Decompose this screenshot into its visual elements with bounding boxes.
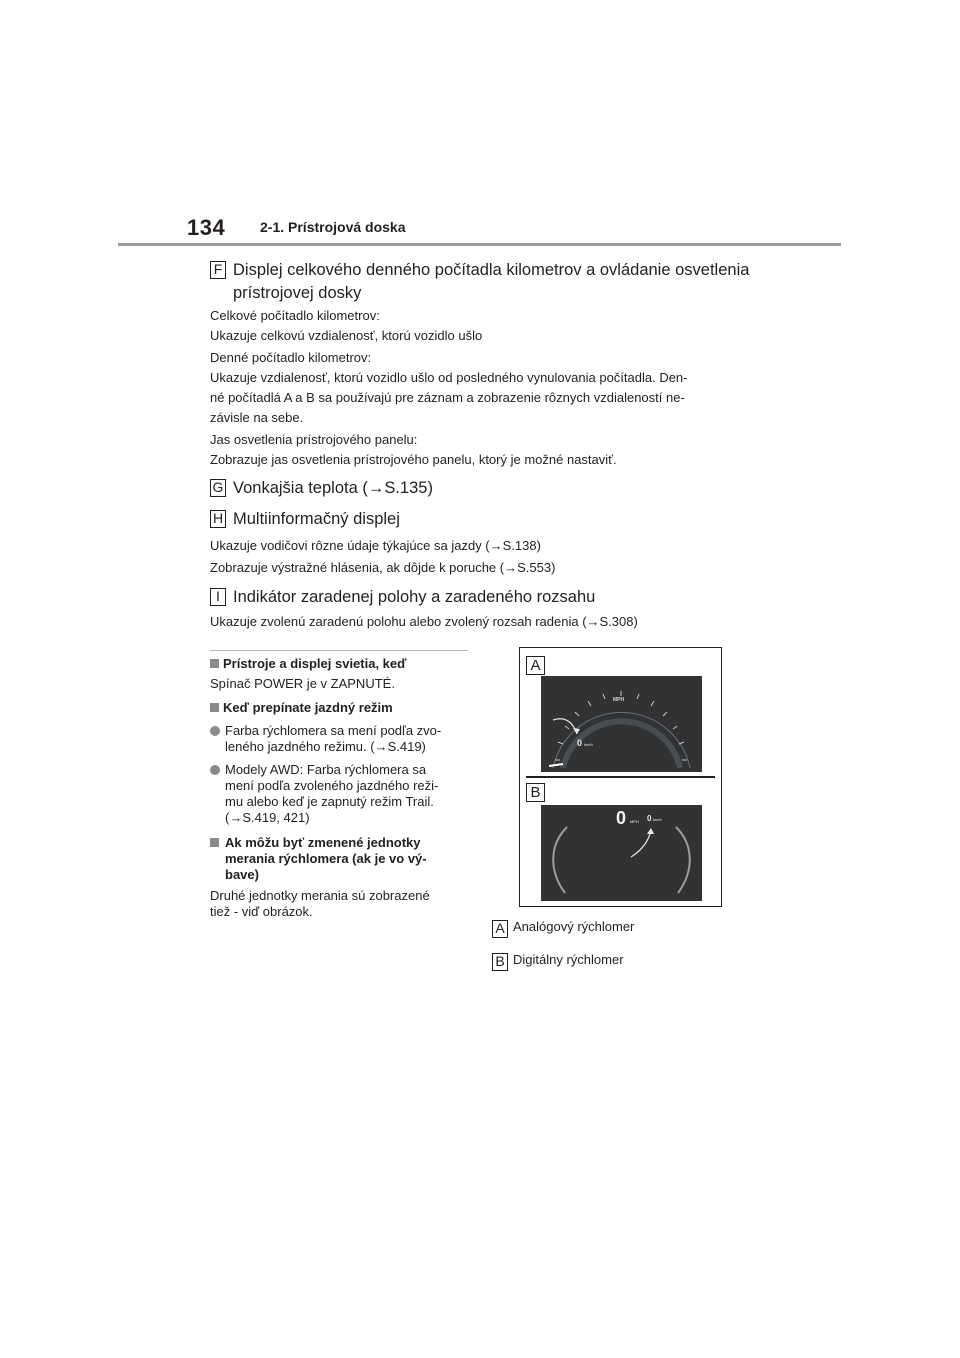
note-2-bullet-1 [210,723,472,755]
section-g-heading [210,477,770,500]
brightness-label: Jas osvetlenia prístrojového panelu: [210,432,418,447]
note-3-title-l2: merania rýchlomera (ak je vo vý- [225,851,427,866]
tripmeter-text-3: závisle na sebe. [210,410,304,425]
note-3-text [210,888,472,920]
tripmeter-label: Denné počítadlo kilometrov: [210,350,372,365]
note-2-bullet-1-l2: leného jazdného režimu. (→S.419) [225,739,426,754]
note-3-title [210,835,472,883]
label-box-f: F [210,261,226,279]
digital-unit-kmh: km/h [653,817,662,822]
legend-item-a [492,918,634,938]
legend-text-b: Digitálny rýchlomer [513,952,624,967]
legend-box-a: A [492,920,508,938]
note-1-title-text: Prístroje a displej svietia, keď [223,656,407,671]
analog-gauge-graphic [541,676,702,772]
section-h-line2-wrap [210,558,770,578]
legend-text-a: Analógový rýchlomer [513,919,635,934]
tripmeter-text-2: né počítadlá A a B sa používajú pre záznam a zobrazenie rôznych vzdialeností ne- [210,390,685,405]
header-rule [118,243,841,246]
section-h-line2: Zobrazuje výstražné hlásenia, ak dôjde k poruche (→S.553) [210,560,556,575]
note-2-title [210,700,472,716]
note-2-bullet-2-l3: mu alebo keď je zapnutý režim Trail. [225,794,434,809]
brightness-body [210,430,770,470]
note-3-text-l2: tiež - viď obrázok. [210,904,313,919]
odometer-text: Ukazuje celkovú vzdialenosť, ktorú vozidlo ušlo [210,328,483,343]
section-f-body [210,306,770,346]
section-f-title-line1: Displej celkového denného počítadla kilometrov a ovládanie osvetlenia [233,261,750,279]
page-number: 134 [187,215,226,240]
section-h-line1-wrap [210,536,770,556]
odometer-label: Celkové počítadlo kilometrov: [210,308,380,323]
section-h-title: Multiinformačný displej [233,510,400,528]
note-2-bullet-1-l1: Farba rýchlomera sa mení podľa zvo- [225,723,442,738]
legend-box-b: B [492,953,508,971]
section-i-line: Ukazuje zvolenú zaradenú polohu alebo zvolený rozsah radenia (→S.308) [210,614,638,629]
analog-speed-reading: 0 [577,738,583,748]
label-box-i: I [210,588,226,606]
digital-speed-reading: 0 [616,808,627,828]
section-i-heading [210,586,770,609]
note-2-bullet-2-l4: (→S.419, 421) [225,810,310,825]
note-1-title [210,656,472,672]
note-3-title-l3: bave) [225,867,259,882]
note-2-title-text: Keď prepínate jazdný režim [223,700,393,715]
section-i-title: Indikátor zaradenej polohy a zaradeného rozsahu [233,588,596,606]
label-box-h: H [210,510,226,528]
tripmeter-body [210,348,770,428]
figure-label-a: A [526,656,545,675]
label-box-g: G [210,479,226,497]
brightness-text: Zobrazuje jas osvetlenia prístrojového panelu, ktorý je možné nastaviť. [210,452,617,467]
figure-divider [526,776,715,778]
section-g-title: Vonkajšia teplota (→S.135) [233,479,433,497]
note-2-bullet-2-l1: Modely AWD: Farba rýchlomera sa [225,762,427,777]
note-3-text-l1: Druhé jednotky merania sú zobrazené [210,888,430,903]
legend-item-b [492,951,624,971]
analog-unit-kmh: km/h [584,742,593,747]
section-h-line1: Ukazuje vodičovi rôzne údaje týkajúce sa jazdy (→S.138) [210,538,541,553]
section-f-heading [210,259,770,305]
square-bullet-icon [210,659,219,668]
note-2-bullet-2 [210,762,472,826]
note-2-bullet-2-l2: mení podľa zvoleného jazdného reži- [225,778,439,793]
note-1-text: Spínač POWER je v ZAPNUTÉ. [210,676,395,691]
square-bullet-icon [210,703,219,712]
digital-speed-reading-kmh: 0 [647,814,652,823]
section-h-heading [210,508,770,531]
analog-unit-mph: MPH [613,697,625,703]
section-i-line-wrap [210,612,770,632]
square-bullet-icon [210,838,219,847]
section-f-title-line2: prístrojovej dosky [233,284,362,302]
speedometer-figure [519,647,722,907]
notes-rule [210,650,468,651]
analog-speedometer-screen [541,676,702,772]
round-bullet-icon [210,726,220,736]
figure-label-b: B [526,783,545,802]
digital-speedometer-screen [541,805,702,901]
tripmeter-text-1: Ukazuje vzdialenosť, ktorú vozidlo ušlo od posledného vynulovania počítadla. Den- [210,370,688,385]
digital-unit-mph: MPH [630,819,639,824]
round-bullet-icon [210,765,220,775]
note-3-title-l1: Ak môžu byť zmenené jednotky [225,835,421,850]
section-title: 2-1. Prístrojová doska [260,219,406,235]
